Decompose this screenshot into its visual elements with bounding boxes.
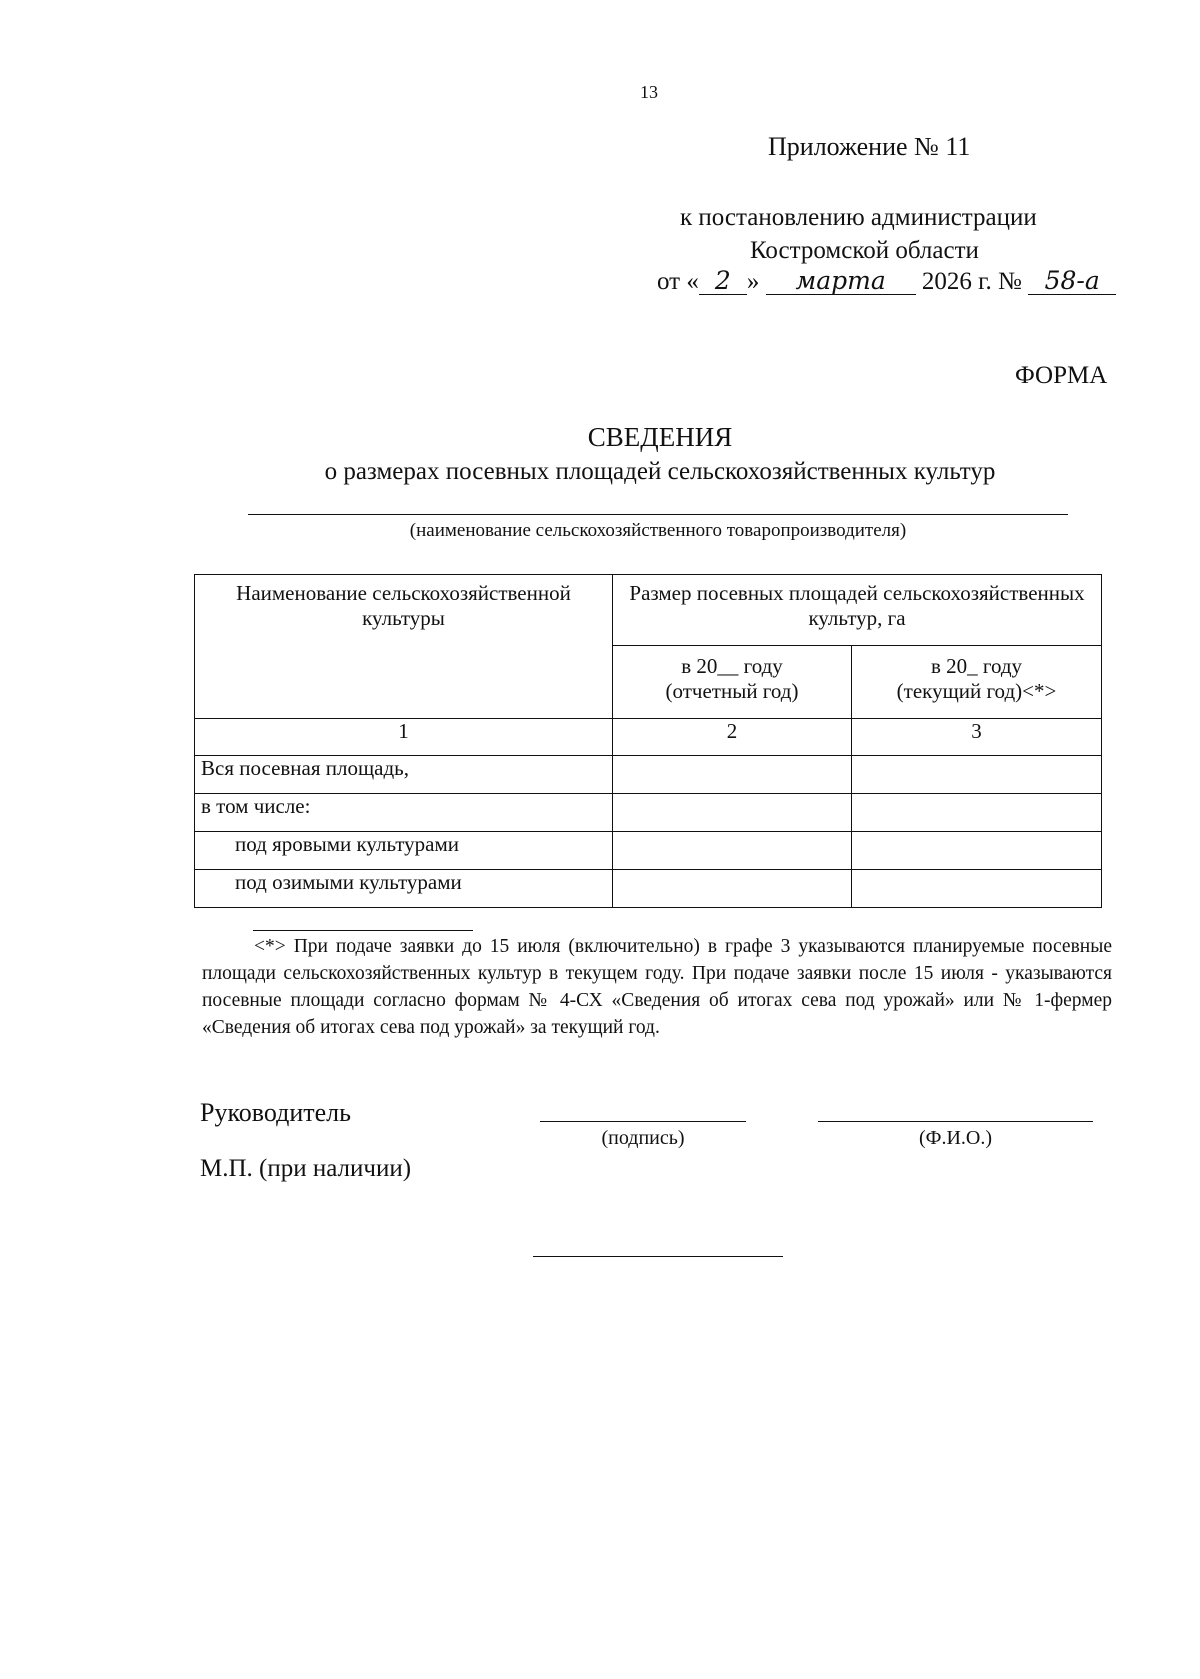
reporting-year-label: в 20__ году <box>681 654 783 678</box>
column-number: 2 <box>613 719 852 756</box>
handwritten-day: 2 <box>699 268 747 295</box>
reporting-year-cell[interactable] <box>613 832 852 870</box>
full-name-line[interactable] <box>818 1121 1093 1122</box>
row-label: под яровыми культурами <box>195 832 613 870</box>
head-label: Руководитель <box>200 1098 351 1127</box>
date-mid: » <box>746 268 760 295</box>
appendix-title: Приложение № 11 <box>768 132 971 161</box>
decree-reference-line: к постановлению администрации <box>680 204 1037 231</box>
header-sown-area: Размер посевных площадей сельскохозяйственных культур, га <box>613 575 1102 646</box>
header-current-year <box>852 646 1102 719</box>
producer-name-line[interactable] <box>248 514 1068 515</box>
header-reporting-year <box>613 646 852 719</box>
table-header-row <box>195 575 1102 646</box>
producer-name-caption: (наименование сельскохозяйственного товаропроизводителя) <box>409 520 907 541</box>
decree-authority-line: Костромской области <box>750 237 979 264</box>
footnote-text: <*> При подаче заявки до 15 июля (включительно) в графе 3 указываются планируемые посевные площади сельскохозяйственных культур в текущем году. При подаче заявки после 15 июля - указываются посевные площади согласно формам № 4-СХ «Сведения об итогах сева под урожай» или № 1-фермер «Сведения об итогах сева под урожай» за текущий год. <box>202 936 1112 1038</box>
row-label: в том числе: <box>195 794 613 832</box>
page-number: 13 <box>640 82 658 102</box>
reporting-year-note: (отчетный год) <box>665 679 799 703</box>
closing-line <box>533 1256 783 1257</box>
header-crop-name: Наименование сельскохозяйственной культуры <box>195 575 613 719</box>
table-row <box>195 832 1102 870</box>
signature-line[interactable] <box>540 1121 746 1122</box>
row-label: Вся посевная площадь, <box>195 756 613 794</box>
column-number-row <box>195 719 1102 756</box>
document-title: СВЕДЕНИЯ <box>587 422 733 452</box>
document-subtitle: о размерах посевных площадей сельскохозяйственных культур <box>324 458 996 485</box>
reporting-year-cell[interactable] <box>613 870 852 908</box>
reporting-year-cell[interactable] <box>613 794 852 832</box>
date-year: 2026 г. № <box>921 268 1022 295</box>
handwritten-decree-number: 58-а <box>1028 268 1116 295</box>
column-number: 3 <box>852 719 1102 756</box>
row-label: под озимыми культурами <box>195 870 613 908</box>
table-row <box>195 794 1102 832</box>
full-name-caption: (Ф.И.О.) <box>918 1127 992 1149</box>
reporting-year-cell[interactable] <box>613 756 852 794</box>
current-year-cell[interactable] <box>852 756 1102 794</box>
date-prefix: от « <box>657 268 699 295</box>
current-year-label: в 20_ году <box>930 654 1023 678</box>
signature-caption: (подпись) <box>601 1127 685 1149</box>
table-row <box>195 870 1102 908</box>
current-year-cell[interactable] <box>852 870 1102 908</box>
current-year-cell[interactable] <box>852 832 1102 870</box>
form-label: ФОРМА <box>1015 362 1108 389</box>
current-year-cell[interactable] <box>852 794 1102 832</box>
table-row <box>195 756 1102 794</box>
decree-date-line <box>657 268 1116 296</box>
current-year-note: (текущий год)<*> <box>896 679 1057 703</box>
sown-area-table <box>194 574 1102 908</box>
handwritten-month: марта <box>766 268 916 295</box>
footnote-separator <box>253 930 473 931</box>
seal-label: М.П. (при наличии) <box>200 1155 412 1182</box>
column-number: 1 <box>195 719 613 756</box>
